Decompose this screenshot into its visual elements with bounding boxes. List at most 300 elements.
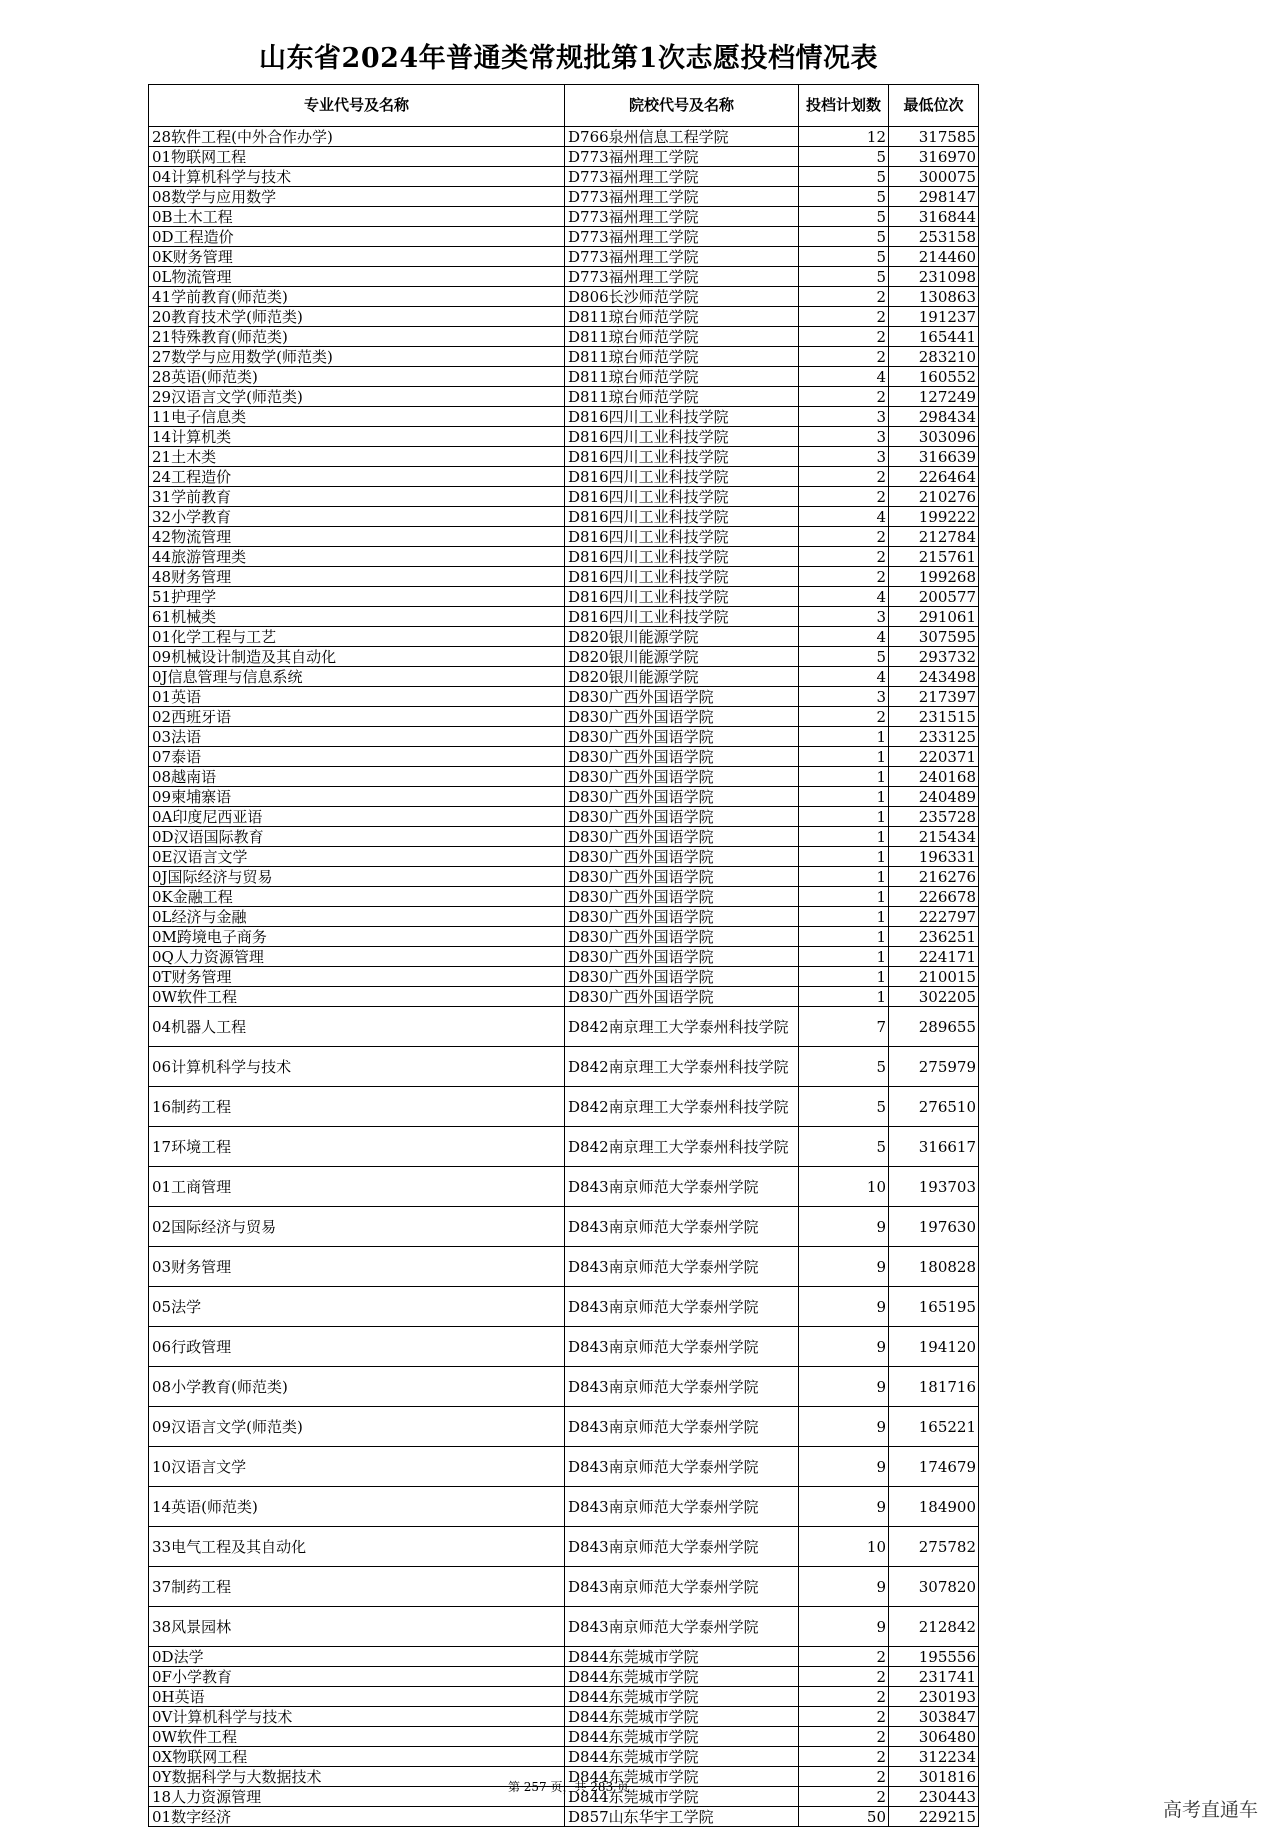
cell-school: D830广西外国语学院 (565, 947, 799, 967)
cell-plan-count: 9 (799, 1447, 889, 1487)
cell-plan-count: 9 (799, 1407, 889, 1447)
cell-plan-count: 3 (799, 407, 889, 427)
cell-min-rank: 222797 (889, 907, 979, 927)
table-row (149, 947, 979, 967)
cell-plan-count: 5 (799, 167, 889, 187)
table-row (149, 867, 979, 887)
cell-major: 20教育技术学(师范类) (149, 307, 565, 327)
table-row (149, 747, 979, 767)
cell-school: D773福州理工学院 (565, 187, 799, 207)
cell-school: D844东莞城市学院 (565, 1767, 799, 1787)
table-row (149, 1087, 979, 1127)
cell-major: 0L经济与金融 (149, 907, 565, 927)
cell-school: D830广西外国语学院 (565, 847, 799, 867)
table-row (149, 1167, 979, 1207)
cell-min-rank: 210015 (889, 967, 979, 987)
cell-school: D766泉州信息工程学院 (565, 127, 799, 147)
cell-school: D843南京师范大学泰州学院 (565, 1527, 799, 1567)
cell-min-rank: 289655 (889, 1007, 979, 1047)
cell-min-rank: 200577 (889, 587, 979, 607)
cell-plan-count: 1 (799, 847, 889, 867)
cell-min-rank: 293732 (889, 647, 979, 667)
table-row (149, 467, 979, 487)
cell-school: D816四川工业科技学院 (565, 547, 799, 567)
cell-plan-count: 3 (799, 427, 889, 447)
cell-school: D830广西外国语学院 (565, 887, 799, 907)
table-row (149, 247, 979, 267)
cell-plan-count: 9 (799, 1207, 889, 1247)
cell-major: 03财务管理 (149, 1247, 565, 1287)
cell-school: D773福州理工学院 (565, 247, 799, 267)
table-row (149, 1407, 979, 1447)
cell-school: D830广西外国语学院 (565, 967, 799, 987)
cell-min-rank: 165221 (889, 1407, 979, 1447)
cell-major: 28软件工程(中外合作办学) (149, 127, 565, 147)
cell-min-rank: 199268 (889, 567, 979, 587)
cell-plan-count: 1 (799, 787, 889, 807)
cell-plan-count: 5 (799, 1127, 889, 1167)
cell-plan-count: 2 (799, 1667, 889, 1687)
cell-min-rank: 224171 (889, 947, 979, 967)
cell-min-rank: 303096 (889, 427, 979, 447)
cell-major: 0K金融工程 (149, 887, 565, 907)
cell-school: D830广西外国语学院 (565, 787, 799, 807)
cell-school: D844东莞城市学院 (565, 1687, 799, 1707)
cell-min-rank: 215761 (889, 547, 979, 567)
admission-table (148, 84, 979, 1827)
table-row (149, 547, 979, 567)
cell-school: D811琼台师范学院 (565, 347, 799, 367)
cell-plan-count: 2 (799, 287, 889, 307)
cell-min-rank: 229215 (889, 1807, 979, 1827)
cell-plan-count: 2 (799, 487, 889, 507)
table-row (149, 807, 979, 827)
cell-school: D830广西外国语学院 (565, 687, 799, 707)
cell-major: 01工商管理 (149, 1167, 565, 1207)
cell-min-rank: 307820 (889, 1567, 979, 1607)
cell-major: 04计算机科学与技术 (149, 167, 565, 187)
cell-plan-count: 2 (799, 1727, 889, 1747)
table-row (149, 447, 979, 467)
cell-school: D816四川工业科技学院 (565, 447, 799, 467)
cell-major: 0T财务管理 (149, 967, 565, 987)
cell-min-rank: 199222 (889, 507, 979, 527)
cell-min-rank: 127249 (889, 387, 979, 407)
cell-min-rank: 191237 (889, 307, 979, 327)
cell-min-rank: 306480 (889, 1727, 979, 1747)
cell-school: D773福州理工学院 (565, 227, 799, 247)
cell-plan-count: 9 (799, 1567, 889, 1607)
cell-min-rank: 195556 (889, 1647, 979, 1667)
table-row (149, 607, 979, 627)
cell-min-rank: 236251 (889, 927, 979, 947)
cell-min-rank: 180828 (889, 1247, 979, 1287)
table-row (149, 887, 979, 907)
table-row (149, 1567, 979, 1607)
cell-school: D816四川工业科技学院 (565, 527, 799, 547)
table-row (149, 387, 979, 407)
table-row (149, 347, 979, 367)
cell-major: 04机器人工程 (149, 1007, 565, 1047)
cell-plan-count: 2 (799, 707, 889, 727)
cell-min-rank: 231098 (889, 267, 979, 287)
header-min-rank: 最低位次 (889, 85, 979, 127)
cell-major: 41学前教育(师范类) (149, 287, 565, 307)
cell-min-rank: 298434 (889, 407, 979, 427)
cell-major: 02国际经济与贸易 (149, 1207, 565, 1247)
cell-min-rank: 130863 (889, 287, 979, 307)
table-row (149, 827, 979, 847)
cell-major: 38风景园林 (149, 1607, 565, 1647)
table-row (149, 1667, 979, 1687)
table-row (149, 1007, 979, 1047)
cell-school: D816四川工业科技学院 (565, 467, 799, 487)
cell-plan-count: 5 (799, 1047, 889, 1087)
cell-major: 32小学教育 (149, 507, 565, 527)
cell-plan-count: 2 (799, 547, 889, 567)
cell-min-rank: 184900 (889, 1487, 979, 1527)
header-major: 专业代号及名称 (149, 85, 565, 127)
cell-major: 0E汉语言文学 (149, 847, 565, 867)
cell-school: D830广西外国语学院 (565, 867, 799, 887)
cell-min-rank: 307595 (889, 627, 979, 647)
cell-plan-count: 9 (799, 1327, 889, 1367)
table-row (149, 787, 979, 807)
cell-plan-count: 1 (799, 927, 889, 947)
cell-min-rank: 212842 (889, 1607, 979, 1647)
cell-major: 03法语 (149, 727, 565, 747)
cell-min-rank: 243498 (889, 667, 979, 687)
table-row (149, 267, 979, 287)
cell-plan-count: 1 (799, 727, 889, 747)
cell-school: D830广西外国语学院 (565, 827, 799, 847)
table-row (149, 687, 979, 707)
cell-major: 21特殊教育(师范类) (149, 327, 565, 347)
cell-min-rank: 300075 (889, 167, 979, 187)
table-row (149, 527, 979, 547)
table-row (149, 507, 979, 527)
table-row (149, 1207, 979, 1247)
cell-school: D857山东华宇工学院 (565, 1807, 799, 1827)
cell-plan-count: 2 (799, 527, 889, 547)
cell-major: 09柬埔寨语 (149, 787, 565, 807)
cell-major: 48财务管理 (149, 567, 565, 587)
table-row (149, 1527, 979, 1567)
cell-major: 09汉语言文学(师范类) (149, 1407, 565, 1447)
table-row (149, 1127, 979, 1167)
cell-min-rank: 215434 (889, 827, 979, 847)
cell-school: D843南京师范大学泰州学院 (565, 1287, 799, 1327)
table-row (149, 487, 979, 507)
cell-plan-count: 1 (799, 887, 889, 907)
cell-plan-count: 50 (799, 1807, 889, 1827)
table-row (149, 307, 979, 327)
cell-min-rank: 317585 (889, 127, 979, 147)
cell-major: 10汉语言文学 (149, 1447, 565, 1487)
cell-school: D811琼台师范学院 (565, 367, 799, 387)
cell-school: D844东莞城市学院 (565, 1787, 799, 1807)
cell-major: 0V计算机科学与技术 (149, 1707, 565, 1727)
cell-school: D842南京理工大学泰州科技学院 (565, 1087, 799, 1127)
cell-min-rank: 298147 (889, 187, 979, 207)
cell-min-rank: 217397 (889, 687, 979, 707)
cell-plan-count: 5 (799, 267, 889, 287)
cell-plan-count: 4 (799, 627, 889, 647)
cell-school: D773福州理工学院 (565, 167, 799, 187)
table-row (149, 767, 979, 787)
table-row (149, 127, 979, 147)
cell-min-rank: 231741 (889, 1667, 979, 1687)
cell-school: D843南京师范大学泰州学院 (565, 1607, 799, 1647)
cell-major: 11电子信息类 (149, 407, 565, 427)
cell-plan-count: 4 (799, 507, 889, 527)
cell-major: 21土木类 (149, 447, 565, 467)
cell-major: 37制药工程 (149, 1567, 565, 1607)
table-row (149, 667, 979, 687)
table-row (149, 1727, 979, 1747)
cell-min-rank: 275782 (889, 1527, 979, 1567)
page-title: 山东省2024年普通类常规批第1次志愿投档情况表 (259, 43, 878, 74)
cell-plan-count: 2 (799, 1707, 889, 1727)
cell-min-rank: 174679 (889, 1447, 979, 1487)
cell-plan-count: 2 (799, 1787, 889, 1807)
table-row (149, 1707, 979, 1727)
cell-min-rank: 226678 (889, 887, 979, 907)
table-row (149, 287, 979, 307)
cell-school: D816四川工业科技学院 (565, 567, 799, 587)
cell-min-rank: 302205 (889, 987, 979, 1007)
cell-plan-count: 9 (799, 1487, 889, 1527)
cell-school: D844东莞城市学院 (565, 1707, 799, 1727)
cell-school: D843南京师范大学泰州学院 (565, 1407, 799, 1447)
cell-plan-count: 1 (799, 987, 889, 1007)
cell-school: D844东莞城市学院 (565, 1647, 799, 1667)
cell-major: 24工程造价 (149, 467, 565, 487)
cell-major: 0Y数据科学与大数据技术 (149, 1767, 565, 1787)
cell-plan-count: 2 (799, 307, 889, 327)
cell-major: 0L物流管理 (149, 267, 565, 287)
cell-school: D816四川工业科技学院 (565, 507, 799, 527)
cell-min-rank: 165195 (889, 1287, 979, 1327)
cell-min-rank: 301816 (889, 1767, 979, 1787)
cell-major: 29汉语言文学(师范类) (149, 387, 565, 407)
cell-plan-count: 1 (799, 747, 889, 767)
cell-school: D842南京理工大学泰州科技学院 (565, 1007, 799, 1047)
cell-school: D816四川工业科技学院 (565, 607, 799, 627)
cell-min-rank: 283210 (889, 347, 979, 367)
table-row (149, 567, 979, 587)
cell-min-rank: 240168 (889, 767, 979, 787)
cell-school: D844东莞城市学院 (565, 1727, 799, 1747)
table-row (149, 647, 979, 667)
cell-major: 0B土木工程 (149, 207, 565, 227)
cell-school: D830广西外国语学院 (565, 927, 799, 947)
cell-min-rank: 312234 (889, 1747, 979, 1767)
table-row (149, 1647, 979, 1667)
cell-school: D816四川工业科技学院 (565, 487, 799, 507)
cell-school: D843南京师范大学泰州学院 (565, 1487, 799, 1527)
cell-major: 61机械类 (149, 607, 565, 627)
cell-plan-count: 1 (799, 967, 889, 987)
cell-plan-count: 3 (799, 687, 889, 707)
cell-school: D820银川能源学院 (565, 627, 799, 647)
cell-plan-count: 2 (799, 1647, 889, 1667)
cell-plan-count: 10 (799, 1527, 889, 1567)
table-row (149, 407, 979, 427)
cell-plan-count: 2 (799, 467, 889, 487)
cell-school: D843南京师范大学泰州学院 (565, 1567, 799, 1607)
cell-school: D811琼台师范学院 (565, 327, 799, 347)
cell-major: 0M跨境电子商务 (149, 927, 565, 947)
cell-major: 27数学与应用数学(师范类) (149, 347, 565, 367)
cell-school: D773福州理工学院 (565, 207, 799, 227)
cell-major: 51护理学 (149, 587, 565, 607)
watermark: 高考直通车 (1162, 1799, 1258, 1821)
cell-plan-count: 9 (799, 1607, 889, 1647)
cell-major: 0J国际经济与贸易 (149, 867, 565, 887)
table-row (149, 367, 979, 387)
cell-major: 07泰语 (149, 747, 565, 767)
cell-plan-count: 9 (799, 1367, 889, 1407)
cell-min-rank: 316844 (889, 207, 979, 227)
table-row (149, 327, 979, 347)
cell-plan-count: 5 (799, 187, 889, 207)
cell-min-rank: 214460 (889, 247, 979, 267)
cell-major: 0D工程造价 (149, 227, 565, 247)
cell-major: 0A印度尼西亚语 (149, 807, 565, 827)
cell-min-rank: 316617 (889, 1127, 979, 1167)
cell-school: D830广西外国语学院 (565, 747, 799, 767)
cell-school: D811琼台师范学院 (565, 307, 799, 327)
cell-school: D830广西外国语学院 (565, 807, 799, 827)
page-number: 第 257 页，共 283 页 (507, 1780, 630, 1794)
header-plan-count: 投档计划数 (799, 85, 889, 127)
cell-plan-count: 10 (799, 1167, 889, 1207)
cell-min-rank: 210276 (889, 487, 979, 507)
table-row (149, 1487, 979, 1527)
cell-min-rank: 291061 (889, 607, 979, 627)
cell-school: D830广西外国语学院 (565, 707, 799, 727)
cell-plan-count: 1 (799, 767, 889, 787)
cell-major: 05法学 (149, 1287, 565, 1327)
table-row (149, 707, 979, 727)
cell-plan-count: 5 (799, 147, 889, 167)
cell-major: 0X物联网工程 (149, 1747, 565, 1767)
cell-major: 44旅游管理类 (149, 547, 565, 567)
cell-major: 14计算机类 (149, 427, 565, 447)
table-row (149, 187, 979, 207)
cell-major: 01化学工程与工艺 (149, 627, 565, 647)
cell-major: 0K财务管理 (149, 247, 565, 267)
table-body (149, 127, 979, 1827)
cell-school: D843南京师范大学泰州学院 (565, 1247, 799, 1287)
cell-plan-count: 2 (799, 567, 889, 587)
table-row (149, 227, 979, 247)
cell-min-rank: 160552 (889, 367, 979, 387)
cell-school: D806长沙师范学院 (565, 287, 799, 307)
cell-min-rank: 197630 (889, 1207, 979, 1247)
cell-school: D820银川能源学院 (565, 647, 799, 667)
cell-min-rank: 196331 (889, 847, 979, 867)
cell-major: 33电气工程及其自动化 (149, 1527, 565, 1567)
cell-min-rank: 231515 (889, 707, 979, 727)
cell-plan-count: 3 (799, 447, 889, 467)
cell-major: 0D汉语国际教育 (149, 827, 565, 847)
cell-school: D843南京师范大学泰州学院 (565, 1207, 799, 1247)
cell-major: 28英语(师范类) (149, 367, 565, 387)
cell-plan-count: 2 (799, 1767, 889, 1787)
cell-plan-count: 1 (799, 907, 889, 927)
cell-plan-count: 2 (799, 1687, 889, 1707)
cell-major: 0W软件工程 (149, 987, 565, 1007)
cell-min-rank: 316970 (889, 147, 979, 167)
cell-school: D820银川能源学院 (565, 667, 799, 687)
cell-plan-count: 5 (799, 207, 889, 227)
cell-min-rank: 275979 (889, 1047, 979, 1087)
table-row (149, 967, 979, 987)
cell-plan-count: 1 (799, 947, 889, 967)
cell-major: 0Q人力资源管理 (149, 947, 565, 967)
cell-major: 01物联网工程 (149, 147, 565, 167)
table-row (149, 847, 979, 867)
cell-plan-count: 1 (799, 827, 889, 847)
table-row (149, 1367, 979, 1407)
cell-school: D816四川工业科技学院 (565, 427, 799, 447)
cell-min-rank: 193703 (889, 1167, 979, 1207)
cell-school: D844东莞城市学院 (565, 1747, 799, 1767)
table-row (149, 1247, 979, 1287)
cell-major: 0W软件工程 (149, 1727, 565, 1747)
cell-min-rank: 233125 (889, 727, 979, 747)
cell-min-rank: 212784 (889, 527, 979, 547)
table-row (149, 727, 979, 747)
cell-plan-count: 2 (799, 387, 889, 407)
cell-major: 06计算机科学与技术 (149, 1047, 565, 1087)
table-row (149, 987, 979, 1007)
table-row (149, 147, 979, 167)
cell-school: D844东莞城市学院 (565, 1667, 799, 1687)
cell-school: D830广西外国语学院 (565, 767, 799, 787)
cell-min-rank: 276510 (889, 1087, 979, 1127)
cell-school: D830广西外国语学院 (565, 987, 799, 1007)
cell-plan-count: 5 (799, 247, 889, 267)
cell-min-rank: 216276 (889, 867, 979, 887)
cell-major: 31学前教育 (149, 487, 565, 507)
cell-school: D773福州理工学院 (565, 267, 799, 287)
cell-school: D830广西外国语学院 (565, 727, 799, 747)
table-row (149, 427, 979, 447)
cell-plan-count: 4 (799, 587, 889, 607)
cell-school: D842南京理工大学泰州科技学院 (565, 1127, 799, 1167)
cell-major: 14英语(师范类) (149, 1487, 565, 1527)
cell-major: 0J信息管理与信息系统 (149, 667, 565, 687)
cell-plan-count: 1 (799, 807, 889, 827)
cell-plan-count: 5 (799, 647, 889, 667)
cell-min-rank: 235728 (889, 807, 979, 827)
table-row (149, 207, 979, 227)
table-row (149, 587, 979, 607)
cell-major: 08越南语 (149, 767, 565, 787)
cell-school: D843南京师范大学泰州学院 (565, 1167, 799, 1207)
cell-plan-count: 4 (799, 667, 889, 687)
cell-major: 02西班牙语 (149, 707, 565, 727)
cell-major: 17环境工程 (149, 1127, 565, 1167)
cell-min-rank: 230443 (889, 1787, 979, 1807)
cell-plan-count: 1 (799, 867, 889, 887)
cell-school: D843南京师范大学泰州学院 (565, 1327, 799, 1367)
cell-major: 0D法学 (149, 1647, 565, 1667)
cell-school: D842南京理工大学泰州科技学院 (565, 1047, 799, 1087)
